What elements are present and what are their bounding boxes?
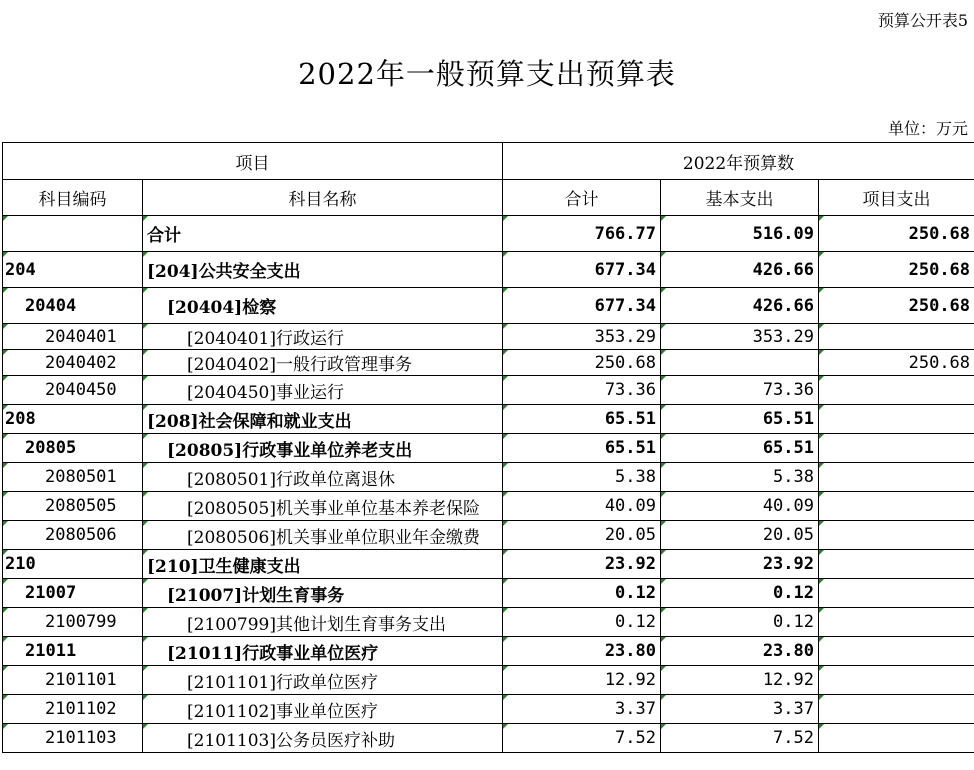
cell-total: 40.09 <box>503 492 661 521</box>
cell-item <box>819 434 974 463</box>
table-row <box>3 376 974 405</box>
table-row <box>3 252 974 288</box>
cell-basic: 0.12 <box>661 608 819 637</box>
cell-basic: 65.51 <box>661 405 819 434</box>
table-row <box>3 492 974 521</box>
cell-name: [204]公共安全支出 <box>143 252 503 288</box>
cell-name: [2100799]其他计划生育事务支出 <box>143 608 503 637</box>
table-row <box>3 608 974 637</box>
cell-code: 21007 <box>3 579 143 608</box>
table-row <box>3 463 974 492</box>
cell-code: 20805 <box>3 434 143 463</box>
cell-name: [21011]行政事业单位医疗 <box>143 637 503 666</box>
table-row <box>3 405 974 434</box>
cell-item <box>819 666 974 695</box>
cell-code: 2100799 <box>3 608 143 637</box>
cell-name: [2040401]行政运行 <box>143 324 503 350</box>
cell-name: [2040450]事业运行 <box>143 376 503 405</box>
cell-item <box>819 405 974 434</box>
header-row-columns <box>3 180 974 216</box>
cell-name: [208]社会保障和就业支出 <box>143 405 503 434</box>
cell-basic: 3.37 <box>661 695 819 724</box>
cell-basic: 426.66 <box>661 288 819 324</box>
cell-total: 677.34 <box>503 288 661 324</box>
cell-total: 5.38 <box>503 463 661 492</box>
header-budget-group: 2022年预算数 <box>503 143 974 180</box>
cell-code: 2040401 <box>3 324 143 350</box>
cell-item: 250.68 <box>819 350 974 376</box>
cell-total: 250.68 <box>503 350 661 376</box>
cell-total: 0.12 <box>503 579 661 608</box>
cell-name: [2040402]一般行政管理事务 <box>143 350 503 376</box>
header-code: 科目编码 <box>3 180 143 216</box>
cell-item <box>819 492 974 521</box>
table-row <box>3 724 974 753</box>
table-row <box>3 216 974 252</box>
cell-name: 合计 <box>143 216 503 252</box>
cell-item <box>819 463 974 492</box>
cell-name: [2101101]行政单位医疗 <box>143 666 503 695</box>
cell-code: 2101102 <box>3 695 143 724</box>
cell-name: [21007]计划生育事务 <box>143 579 503 608</box>
cell-total: 353.29 <box>503 324 661 350</box>
cell-basic: 0.12 <box>661 579 819 608</box>
table-row <box>3 579 974 608</box>
cell-name: [2080501]行政单位离退休 <box>143 463 503 492</box>
cell-basic: 65.51 <box>661 434 819 463</box>
cell-code: 2040450 <box>3 376 143 405</box>
table-row <box>3 324 974 350</box>
cell-basic: 5.38 <box>661 463 819 492</box>
header-name: 科目名称 <box>143 180 503 216</box>
cell-basic: 73.36 <box>661 376 819 405</box>
cell-basic: 23.92 <box>661 550 819 579</box>
cell-item: 250.68 <box>819 288 974 324</box>
table-row <box>3 350 974 376</box>
cell-total: 677.34 <box>503 252 661 288</box>
cell-total: 73.36 <box>503 376 661 405</box>
cell-total: 0.12 <box>503 608 661 637</box>
table-row <box>3 288 974 324</box>
cell-total: 23.80 <box>503 637 661 666</box>
cell-code: 210 <box>3 550 143 579</box>
cell-basic: 20.05 <box>661 521 819 550</box>
cell-code: 208 <box>3 405 143 434</box>
cell-total: 65.51 <box>503 405 661 434</box>
cell-item <box>819 579 974 608</box>
header-row-group <box>3 143 974 180</box>
unit-label: 单位：万元 <box>887 119 968 138</box>
cell-item <box>819 608 974 637</box>
cell-basic <box>661 350 819 376</box>
cell-name: [2101102]事业单位医疗 <box>143 695 503 724</box>
cell-code <box>3 216 143 252</box>
cell-code: 20404 <box>3 288 143 324</box>
cell-code: 204 <box>3 252 143 288</box>
cell-code: 2101101 <box>3 666 143 695</box>
cell-name: [2080505]机关事业单位基本养老保险 <box>143 492 503 521</box>
header-project: 项目 <box>3 143 503 180</box>
cell-total: 12.92 <box>503 666 661 695</box>
cell-code: 2080505 <box>3 492 143 521</box>
table-body <box>3 216 974 753</box>
header-item: 项目支出 <box>819 180 974 216</box>
cell-basic: 426.66 <box>661 252 819 288</box>
header-basic: 基本支出 <box>661 180 819 216</box>
cell-basic: 353.29 <box>661 324 819 350</box>
cell-basic: 7.52 <box>661 724 819 753</box>
cell-item <box>819 324 974 350</box>
cell-total: 7.52 <box>503 724 661 753</box>
cell-item <box>819 521 974 550</box>
cell-code: 21011 <box>3 637 143 666</box>
cell-code: 2101103 <box>3 724 143 753</box>
cell-basic: 12.92 <box>661 666 819 695</box>
cell-name: [2080506]机关事业单位职业年金缴费 <box>143 521 503 550</box>
cell-item: 250.68 <box>819 216 974 252</box>
cell-item <box>819 550 974 579</box>
cell-name: [210]卫生健康支出 <box>143 550 503 579</box>
cell-basic: 23.80 <box>661 637 819 666</box>
cell-item <box>819 637 974 666</box>
table-row <box>3 550 974 579</box>
cell-name: [2101103]公务员医疗补助 <box>143 724 503 753</box>
cell-basic: 40.09 <box>661 492 819 521</box>
table-row <box>3 521 974 550</box>
cell-item <box>819 376 974 405</box>
cell-basic: 516.09 <box>661 216 819 252</box>
header-total: 合计 <box>503 180 661 216</box>
table-row <box>3 637 974 666</box>
cell-name: [20404]检察 <box>143 288 503 324</box>
cell-total: 23.92 <box>503 550 661 579</box>
cell-name: [20805]行政事业单位养老支出 <box>143 434 503 463</box>
cell-code: 2080506 <box>3 521 143 550</box>
cell-total: 766.77 <box>503 216 661 252</box>
cell-total: 65.51 <box>503 434 661 463</box>
cell-total: 3.37 <box>503 695 661 724</box>
cell-item <box>819 724 974 753</box>
cell-code: 2040402 <box>3 350 143 376</box>
budget-table <box>2 142 974 753</box>
page-title: 2022年一般预算支出预算表 <box>298 57 676 91</box>
cell-item: 250.68 <box>819 252 974 288</box>
table-row <box>3 434 974 463</box>
cell-code: 2080501 <box>3 463 143 492</box>
table-row <box>3 666 974 695</box>
table-row <box>3 695 974 724</box>
cell-total: 20.05 <box>503 521 661 550</box>
form-number: 预算公开表5 <box>877 11 968 30</box>
cell-item <box>819 695 974 724</box>
